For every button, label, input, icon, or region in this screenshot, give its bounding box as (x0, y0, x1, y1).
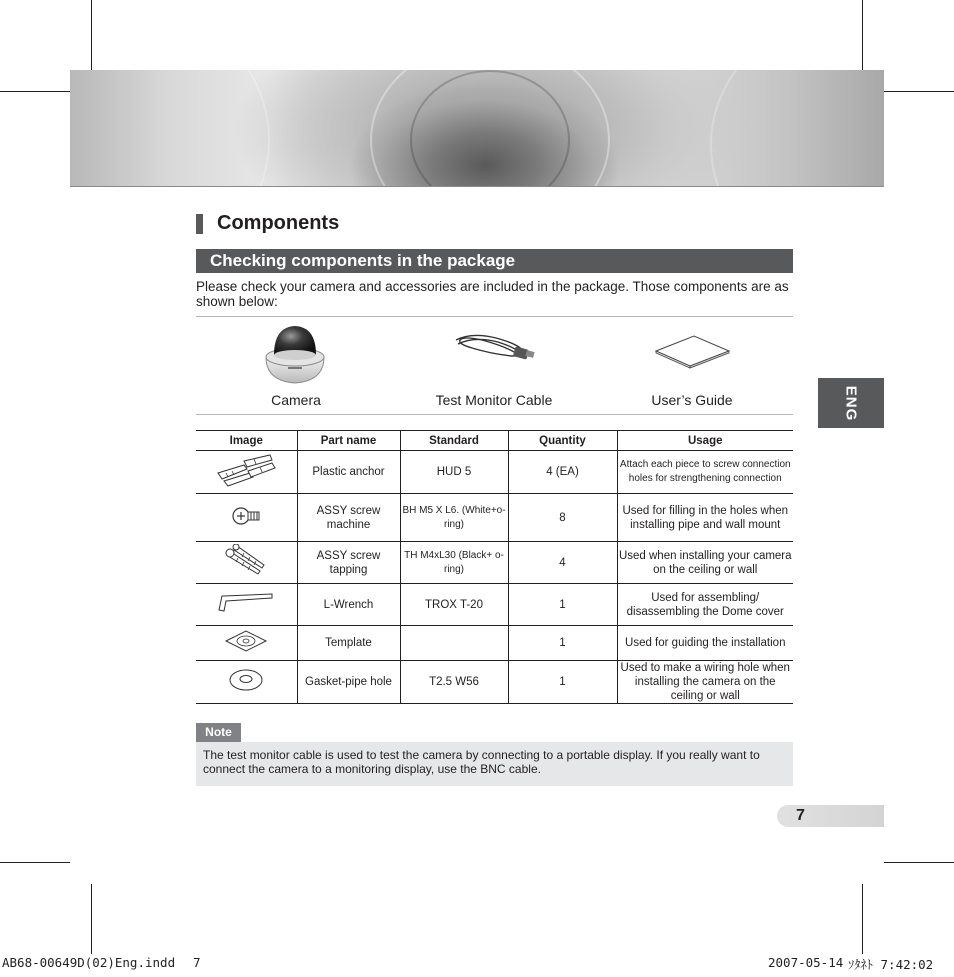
language-tab (818, 378, 884, 428)
standard-cell (400, 626, 508, 661)
row-image-cell (196, 494, 297, 542)
quantity-cell: 8 (508, 494, 617, 542)
heading-bar (196, 214, 203, 234)
subsection-title: Checking components in the package (210, 251, 516, 270)
row-image-cell (196, 626, 297, 661)
table-row (196, 542, 793, 584)
crop-mark (884, 862, 954, 863)
part-name-cell: ASSY screw machine (297, 494, 400, 542)
quantity-cell: 4 (EA) (508, 451, 617, 494)
l-wrench-icon (216, 592, 276, 614)
row-image-cell (196, 542, 297, 584)
note-label: Note (196, 723, 241, 742)
guide-icon (652, 333, 732, 369)
part-name-cell: L-Wrench (297, 584, 400, 626)
header-banner-image (70, 70, 884, 187)
standard-cell: TH M4xL30 (Black+ o-ring) (400, 542, 508, 584)
quantity-cell: 1 (508, 584, 617, 626)
page-number-badge (777, 805, 884, 827)
table-row (196, 626, 793, 661)
standard-cell: T2.5 W56 (400, 661, 508, 704)
row-image-cell (196, 451, 297, 494)
column-header: Quantity (508, 431, 617, 451)
cable-icon (452, 330, 538, 364)
column-header: Usage (617, 431, 793, 451)
intro-paragraph: Please check your camera and accessories are included in the package. Those components are as shown below: (196, 279, 789, 309)
part-name-cell: Plastic anchor (297, 451, 400, 494)
column-header: Image (196, 431, 297, 451)
usage-cell: Used for filling in the holes when installing pipe and wall mount (617, 494, 793, 542)
standard-cell: BH M5 X L6. (White+o-ring) (400, 494, 508, 542)
standard-cell: TROX T-20 (400, 584, 508, 626)
component-label-guide: User’s Guide (651, 392, 733, 408)
note-box (196, 742, 793, 786)
part-name-cell: Gasket-pipe hole (297, 661, 400, 704)
page-title: Components (217, 212, 340, 234)
table-row (196, 584, 793, 626)
column-header: Part name (297, 431, 400, 451)
row-image-cell (196, 584, 297, 626)
slug-date: 2007-05-14 (768, 955, 844, 970)
page-number: 7 (796, 807, 805, 824)
slug-page: 7 (193, 955, 201, 970)
template-icon (224, 629, 268, 653)
divider (196, 316, 793, 317)
part-name-cell: ASSY screw tapping (297, 542, 400, 584)
standard-cell: HUD 5 (400, 451, 508, 494)
usage-cell: Used to make a wiring hole when installing the camera on the ceiling or wall (617, 661, 793, 704)
camera-icon (262, 321, 328, 385)
crop-mark (91, 0, 92, 70)
table-row (196, 661, 793, 704)
row-image-cell (196, 661, 297, 704)
crop-mark (0, 91, 70, 92)
crop-mark (862, 0, 863, 70)
quantity-cell: 1 (508, 661, 617, 704)
part-name-cell: Template (297, 626, 400, 661)
usage-cell: Attach each piece to screw connection holes for strengthening connection (617, 451, 793, 494)
component-label-cable: Test Monitor Cable (435, 392, 553, 408)
table-header-row (196, 431, 793, 451)
crop-mark (862, 884, 863, 954)
usage-cell: Used for guiding the installation (617, 626, 793, 661)
subsection-heading (196, 249, 793, 273)
slug-time: ｿﾀﾈﾄ 7:42:02 (848, 957, 934, 972)
table-row (196, 451, 793, 494)
crop-mark (0, 862, 70, 863)
tapping-screw-icon (224, 544, 268, 578)
plastic-anchor-icon (214, 453, 278, 487)
slug-filename: AB68-00649D(02)Eng.indd (2, 955, 176, 970)
note-text: The test monitor cable is used to test the camera by connecting to a portable display. If you really want to connect the camera to a monitoring display, use the BNC cable. (203, 748, 760, 776)
table-row (196, 494, 793, 542)
usage-cell: Used when installing your camera on the ceiling or wall (617, 542, 793, 584)
divider (196, 414, 793, 415)
crop-mark (884, 91, 954, 92)
usage-cell: Used for assembling/ disassembling the Dome cover (617, 584, 793, 626)
language-tab-label: ENG (842, 385, 860, 421)
column-header: Standard (400, 431, 508, 451)
machine-screw-icon (231, 504, 261, 528)
quantity-cell: 1 (508, 626, 617, 661)
parts-table (196, 430, 793, 704)
section-heading (196, 212, 339, 235)
quantity-cell: 4 (508, 542, 617, 584)
component-label-camera: Camera (271, 392, 321, 408)
gasket-icon (228, 668, 264, 692)
crop-mark (91, 884, 92, 954)
